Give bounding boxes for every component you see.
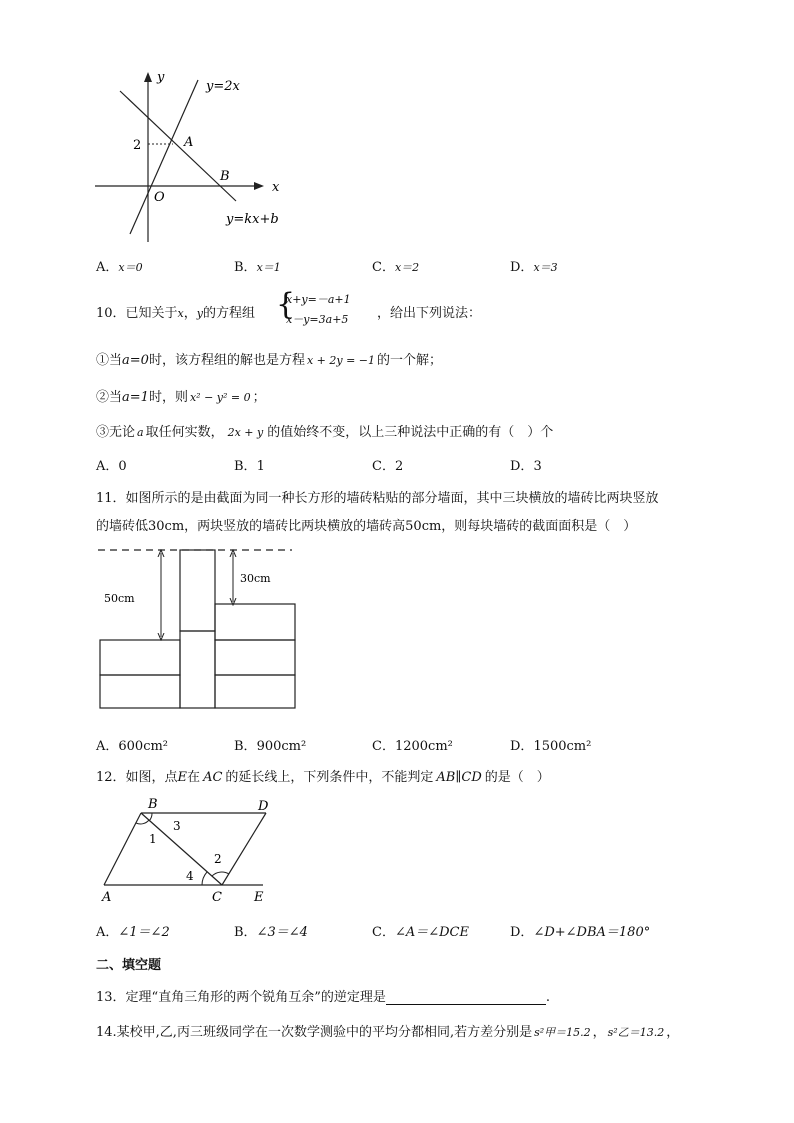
q10-brace: { — [276, 287, 296, 322]
q11-option-d[interactable] — [510, 735, 591, 754]
q10-var-x: x — [177, 307, 184, 320]
q12-option-d[interactable] — [510, 921, 650, 940]
q10-stem-mid: 的方程组 — [203, 306, 256, 321]
option-letter: D． — [510, 739, 534, 754]
brick-left-top — [100, 640, 180, 675]
brick-right-3 — [215, 675, 295, 708]
q12-segment-ac: AC — [203, 770, 223, 785]
q9-option-b[interactable] — [234, 256, 281, 275]
q12-part: 12．如图，点 — [96, 770, 178, 785]
option-text: 1200cm² — [394, 739, 453, 754]
y-axis-arrow — [144, 72, 152, 82]
x-axis-arrow — [254, 182, 264, 190]
arc-angle-2 — [212, 872, 229, 876]
option-letter: B． — [234, 260, 257, 275]
option-letter: C． — [372, 925, 395, 940]
label-d: D — [258, 799, 269, 814]
q14-variance-jia: s²甲＝15.2 — [534, 1026, 591, 1039]
q10-option-d[interactable] — [510, 455, 542, 474]
q10-stem-suffix: ，给出下列说法： — [377, 306, 482, 321]
line1-label: y=2x — [206, 79, 240, 94]
segment-bc — [141, 813, 222, 885]
q10-eq2: x－y=3a+5 — [286, 313, 349, 326]
q10-var-y: y — [196, 307, 203, 320]
q10-eq1: x+y=－a+1 — [286, 293, 351, 306]
q13-end: . — [545, 990, 550, 1005]
label-c: C — [212, 890, 222, 905]
option-letter: B． — [234, 459, 257, 474]
line-y-2x — [130, 80, 198, 234]
option-letter: C． — [372, 459, 395, 474]
q12-part: 的延长线上，下列条件中，不能判定 — [225, 770, 434, 785]
q10-statement-3 — [96, 421, 553, 440]
q12-parallel: AB∥CD — [436, 770, 482, 785]
origin-label: O — [154, 190, 165, 205]
q12-part: 在 — [187, 770, 201, 785]
s2-part: 时，则 — [148, 390, 188, 405]
option-letter: D． — [510, 459, 534, 474]
q12-option-a[interactable] — [96, 921, 170, 940]
label-3: 3 — [173, 819, 181, 833]
s2-equation: x² − y² = 0 — [189, 391, 251, 404]
option-text: x＝3 — [533, 261, 558, 274]
label-2: 2 — [214, 852, 222, 866]
label-e: E — [254, 890, 264, 905]
s1-part: ①当 — [96, 353, 123, 368]
option-text: 0 — [118, 459, 127, 474]
option-letter: C． — [372, 739, 395, 754]
point-b-label: B — [220, 169, 230, 184]
q12-figure — [96, 792, 276, 908]
q14-end: ， — [666, 1025, 680, 1040]
q12-stem — [96, 766, 550, 785]
brick-vertical-bottom — [180, 631, 215, 708]
s2-part: ②当 — [96, 390, 123, 405]
option-letter: D． — [510, 925, 534, 940]
line2-label: y=kx+b — [226, 212, 279, 227]
q9-option-a[interactable] — [96, 256, 143, 275]
s3-var: a — [137, 426, 144, 439]
q10-statement-2 — [96, 386, 266, 405]
option-text: ∠A＝∠DCE — [394, 925, 469, 940]
option-text: 1500cm² — [533, 739, 592, 754]
label-1: 1 — [149, 832, 157, 846]
q12-option-b[interactable] — [234, 921, 308, 940]
q14-text: 14.某校甲,乙,丙三班级同学在一次数学测验中的平均分都相同,若方差分别是 — [96, 1025, 533, 1040]
option-text: 3 — [533, 459, 542, 474]
q10-sep: ， — [183, 306, 197, 321]
q10-option-c[interactable] — [372, 455, 403, 474]
option-letter: A． — [96, 925, 119, 940]
tick-2-label: 2 — [133, 138, 142, 153]
arc-angle-3 — [149, 813, 152, 821]
brick-right-2 — [215, 640, 295, 675]
label-50cm: 50cm — [104, 592, 135, 605]
option-text: 2 — [394, 459, 404, 474]
q9-option-d[interactable] — [510, 256, 558, 275]
option-letter: D． — [510, 260, 534, 275]
s1-part: 的一个解； — [377, 353, 443, 368]
q13-stem — [96, 986, 550, 1005]
option-letter: B． — [234, 925, 257, 940]
section-title: 二、填空题 — [96, 958, 162, 973]
q9-option-c[interactable] — [372, 256, 419, 275]
q9-figure — [88, 64, 298, 248]
option-letter: B． — [234, 739, 257, 754]
q13-text: 13．定理“直角三角形的两个锐角互余”的逆定理是 — [96, 990, 386, 1005]
option-text: ∠1＝∠2 — [118, 925, 170, 940]
q14-stem — [96, 1021, 679, 1040]
option-text: 600cm² — [118, 739, 169, 754]
s3-part: 取任何实数， — [145, 425, 224, 440]
x-axis-label: x — [272, 180, 280, 195]
option-letter: A． — [96, 260, 119, 275]
y-axis-label: y — [157, 70, 165, 85]
q11-option-c[interactable] — [372, 735, 453, 754]
brick-left-bottom — [100, 675, 180, 708]
option-text: ∠3＝∠4 — [256, 925, 308, 940]
q11-stem-line1: 11．如图所示的是由截面为同一种长方形的墙砖粘贴的部分墙面，其中三块横放的墙砖比两块竖放 — [96, 491, 659, 506]
segment-ab — [104, 813, 141, 885]
q11-stem-line2: 的墙砖低30cm，两块竖放的墙砖比两块横放的墙砖高50cm，则每块墙砖的截面面积是（ ） — [96, 519, 637, 534]
q11-option-a[interactable] — [96, 735, 168, 754]
option-letter: C． — [372, 260, 395, 275]
q10-option-a[interactable] — [96, 455, 127, 474]
label-30cm: 30cm — [240, 572, 271, 585]
option-text: ∠D+∠DBA＝180° — [533, 925, 651, 940]
s1-equation: x + 2y = −1 — [306, 354, 376, 367]
s2-condition: a=1 — [122, 390, 149, 405]
label-b: B — [148, 797, 158, 812]
arc-angle-4 — [202, 872, 207, 885]
option-letter: A． — [96, 739, 119, 754]
arc-angle-1 — [136, 820, 149, 824]
q10-option-b[interactable] — [234, 455, 265, 474]
q10-statement-1 — [96, 349, 442, 368]
q12-part: 的是（ ） — [484, 770, 550, 785]
option-text: x＝2 — [394, 261, 420, 274]
s1-condition: a=0 — [122, 353, 149, 368]
label-a: A — [102, 890, 112, 905]
label-4: 4 — [186, 869, 194, 883]
s2-part: ； — [252, 390, 266, 405]
option-letter: A． — [96, 459, 119, 474]
s1-part: 时，该方程组的解也是方程 — [148, 353, 305, 368]
brick-right-1 — [215, 604, 295, 640]
s3-part: 的值始终不变，以上三种说法中正确的有（ ）个 — [267, 425, 554, 440]
option-text: x＝1 — [256, 261, 281, 274]
option-text: 900cm² — [256, 739, 307, 754]
point-a-label: A — [184, 135, 194, 150]
q10-stem — [96, 302, 255, 321]
option-text: x＝0 — [118, 261, 143, 274]
s3-expression: 2x + y — [227, 426, 264, 439]
brick-vertical-top — [180, 550, 215, 631]
q12-point-e: E — [177, 770, 188, 785]
q13-answer-blank[interactable] — [386, 991, 546, 1005]
option-text: 1 — [256, 459, 265, 474]
q11-option-b[interactable] — [234, 735, 306, 754]
q14-sep: ， — [592, 1025, 606, 1040]
q14-variance-yi: s²乙＝13.2 — [607, 1026, 665, 1039]
q12-option-c[interactable] — [372, 921, 469, 940]
q10-stem-prefix: 10．已知关于 — [96, 306, 178, 321]
s3-part: ③无论 — [96, 425, 136, 440]
q11-figure — [96, 544, 302, 712]
